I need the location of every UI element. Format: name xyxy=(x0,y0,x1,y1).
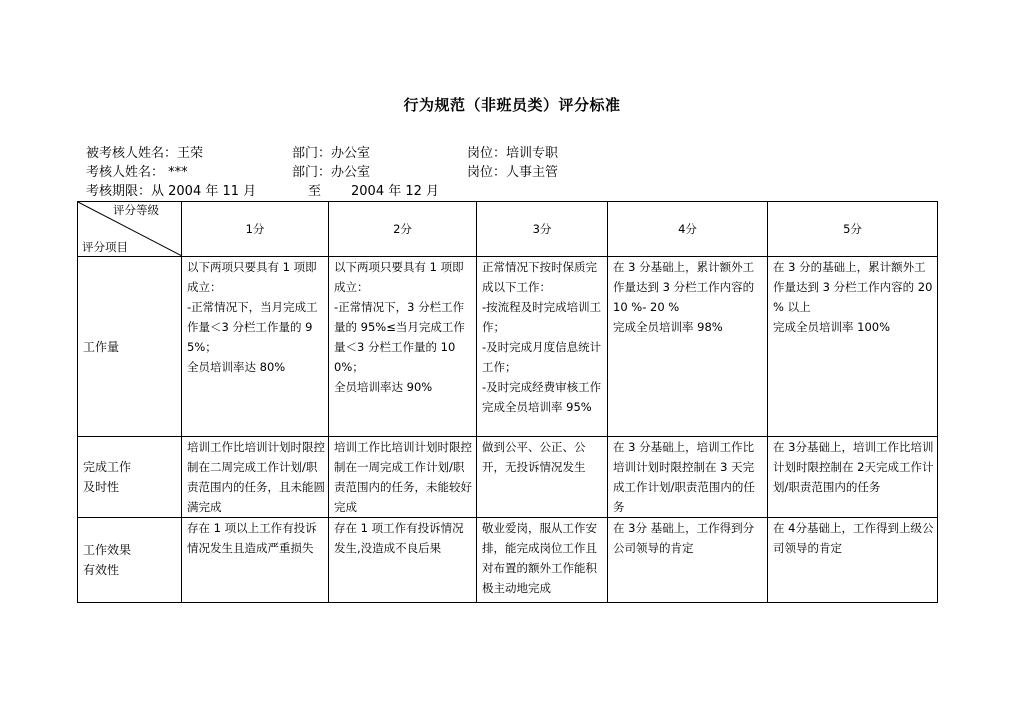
criteria-text: 完成全员培训率 100% xyxy=(773,320,891,334)
criteria-cell xyxy=(608,437,768,518)
examiner-name: 考核人姓名： *** xyxy=(86,165,188,180)
criteria-cell xyxy=(477,257,608,437)
document-title: 行为规范（非班员类）评分标准 xyxy=(403,96,621,114)
criteria-text: 培训工作比培训计划时限控制在一周完成工作计划/职责范围内的任务，未能较好完成 xyxy=(334,440,472,514)
item-workload xyxy=(78,257,182,437)
criteria-text: 正常情况下按时保质完成以下工作： xyxy=(482,260,597,294)
criteria-cell xyxy=(329,437,477,518)
table-header-row xyxy=(78,202,938,257)
examinee-department: 部门：办公室 xyxy=(292,146,371,161)
criteria-cell xyxy=(768,518,938,603)
score-level-label: 评分等级 xyxy=(113,203,159,217)
period-to: 2004 年 12 月 xyxy=(351,184,440,199)
criteria-cell xyxy=(608,257,768,437)
scoring-standard-table xyxy=(77,201,938,603)
examiner-department: 部门：办公室 xyxy=(292,165,371,180)
item-label: 有效性 xyxy=(83,563,120,577)
criteria-text: -及时完成月度信息统计工作； xyxy=(482,340,602,374)
criteria-text: 在 4分基础上，工作得到上级公司领导的肯定 xyxy=(773,521,934,555)
item-effectiveness xyxy=(78,518,182,603)
criteria-text: 全员培训率达 90% xyxy=(334,380,433,394)
item-timeliness xyxy=(78,437,182,518)
criteria-cell xyxy=(477,437,608,518)
criteria-text: 在 3分 基础上，工作得到分公司领导的肯定 xyxy=(613,521,755,555)
score-header-4: 4分 xyxy=(608,202,768,257)
criteria-cell xyxy=(329,518,477,603)
criteria-cell xyxy=(768,257,938,437)
criteria-text: -正常情况下，3 分栏工作量的 95%≤当月完成工作量＜3 分栏工作量的 100%； xyxy=(334,300,465,374)
criteria-text: 在 3 分的基础上，累计额外工作量达到 3 分栏工作内容的 20 % 以上 xyxy=(773,260,933,314)
criteria-text: -正常情况下，当月完成工作量＜3 分栏工作量的 95%； xyxy=(187,300,318,354)
criteria-text: 完成全员培训率 98% xyxy=(613,320,723,334)
criteria-cell xyxy=(182,437,329,518)
score-item-label: 评分项目 xyxy=(82,240,128,254)
criteria-text: 以下两项只要具有 1 项即成立： xyxy=(334,260,464,294)
item-label: 工作量 xyxy=(83,339,120,354)
criteria-text: 做到公平、公正、公开，无投诉情况发生 xyxy=(482,440,586,474)
examiner-post: 岗位：人事主管 xyxy=(467,165,559,180)
table-row xyxy=(78,437,938,518)
criteria-cell xyxy=(768,437,938,518)
criteria-text: 以下两项只要具有 1 项即成立： xyxy=(187,260,317,294)
criteria-cell xyxy=(477,518,608,603)
criteria-text: 存在 1 项工作有投诉情况发生,没造成不良后果 xyxy=(334,521,464,555)
table-row xyxy=(78,518,938,603)
criteria-text: 在 3分基础上，培训工作比培训计划时限控制在 2天完成工作计划/职责范围内的任务 xyxy=(773,440,934,494)
criteria-text: 敬业爱岗，服从工作安排，能完成岗位工作且对布置的额外工作能积极主动地完成 xyxy=(482,521,597,595)
criteria-text: 在 3 分基础上，培训工作比培训计划时限控制在 3 天完成工作计划/职责范围内的任务 xyxy=(613,440,755,514)
period-to-word: 至 xyxy=(308,184,322,199)
criteria-text: 全员培训率达 80% xyxy=(187,360,286,374)
criteria-text: -及时完成经费审核工作 xyxy=(482,380,602,394)
criteria-text: 存在 1 项以上工作有投诉情况发生且造成严重损失 xyxy=(187,521,317,555)
criteria-cell xyxy=(182,518,329,603)
examinee-post: 岗位：培训专职 xyxy=(467,146,559,161)
criteria-cell xyxy=(329,257,477,437)
criteria-text: 完成全员培训率 95% xyxy=(482,400,592,414)
score-header-1: 1分 xyxy=(182,202,329,257)
item-label: 完成工作 xyxy=(83,460,132,474)
criteria-text: 在 3 分基础上，累计额外工作量达到 3 分栏工作内容的 10 %- 20 % xyxy=(613,260,755,314)
criteria-cell xyxy=(608,518,768,603)
period-from: 考核期限：从 2004 年 11 月 xyxy=(86,184,257,199)
table-row xyxy=(78,257,938,437)
criteria-cell xyxy=(182,257,329,437)
score-header-3: 3分 xyxy=(477,202,608,257)
item-label: 及时性 xyxy=(83,480,120,494)
item-label: 工作效果 xyxy=(83,543,132,557)
score-header-2: 2分 xyxy=(329,202,477,257)
score-header-5: 5分 xyxy=(768,202,938,257)
diagonal-header-cell xyxy=(78,202,182,257)
criteria-text: 培训工作比培训计划时限控制在二周完成工作计划/职责范围内的任务，且未能圆满完成 xyxy=(187,440,325,514)
examinee-name: 被考核人姓名：王荣 xyxy=(86,146,204,161)
criteria-text: -按流程及时完成培训工作； xyxy=(482,300,602,334)
